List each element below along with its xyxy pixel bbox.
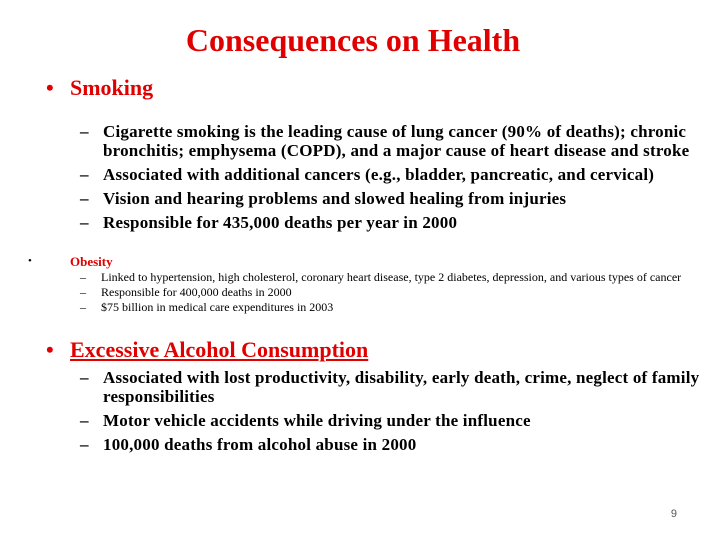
bullet-icon: •	[46, 75, 54, 100]
dash-icon: –	[80, 122, 89, 141]
list-item-text: Cigarette smoking is the leading cause of lung cancer (90% of deaths); chronic bronchitis; emphysema (COPD), and a major cause of heart disease and stroke	[103, 122, 690, 160]
section-heading-alcohol	[0, 336, 720, 364]
section-smoking	[0, 74, 720, 237]
list-item	[0, 271, 720, 285]
list-item-text: 100,000 deaths from alcohol abuse in 2000	[103, 435, 417, 454]
list-item	[0, 189, 720, 208]
bullet-icon: •	[28, 255, 32, 267]
slide-title: Consequences on Health	[185, 22, 521, 58]
dash-icon: –	[80, 189, 89, 208]
smoking-list	[0, 122, 720, 232]
list-item-text: Motor vehicle accidents while driving under the influence	[103, 411, 531, 430]
bullet-icon: •	[46, 337, 54, 362]
list-item-text: Linked to hypertension, high cholesterol, coronary heart disease, type 2 diabetes, depression, and various types of cancer	[101, 270, 682, 284]
list-item	[0, 213, 720, 232]
list-item-text: $75 billion in medical care expenditures in 2003	[101, 300, 334, 314]
list-item	[0, 301, 720, 315]
dash-icon: –	[80, 165, 89, 184]
dash-icon: –	[80, 368, 89, 387]
dash-icon: –	[80, 284, 86, 299]
list-item-text: Responsible for 400,000 deaths in 2000	[101, 284, 292, 299]
dash-icon: –	[80, 270, 86, 284]
dash-icon: –	[80, 213, 89, 232]
list-item	[0, 286, 720, 300]
page-number: 9	[670, 508, 677, 520]
heading-text: Obesity	[70, 254, 113, 269]
section-alcohol	[0, 336, 720, 459]
obesity-list	[0, 271, 720, 315]
dash-icon: –	[80, 411, 89, 430]
dash-icon: –	[80, 300, 86, 314]
list-item	[0, 368, 720, 406]
section-obesity	[0, 253, 720, 318]
list-item	[0, 411, 720, 430]
list-item	[0, 165, 720, 184]
list-item-text: Responsible for 435,000 deaths per year in 2000	[103, 213, 458, 232]
heading-text: Smoking	[70, 75, 154, 100]
alcohol-list	[0, 368, 720, 454]
section-heading-smoking	[0, 74, 720, 102]
list-item-text: Vision and hearing problems and slowed healing from injuries	[103, 189, 567, 208]
list-item-text: Associated with lost productivity, disability, early death, crime, neglect of family responsibilities	[103, 368, 700, 406]
list-item-text: Associated with additional cancers (e.g., bladder, pancreatic, and cervical)	[103, 165, 655, 184]
heading-text: Excessive Alcohol Consumption	[70, 337, 369, 362]
dash-icon: –	[80, 435, 89, 454]
list-item	[0, 122, 720, 160]
list-item	[0, 435, 720, 454]
section-heading-obesity	[0, 253, 720, 270]
